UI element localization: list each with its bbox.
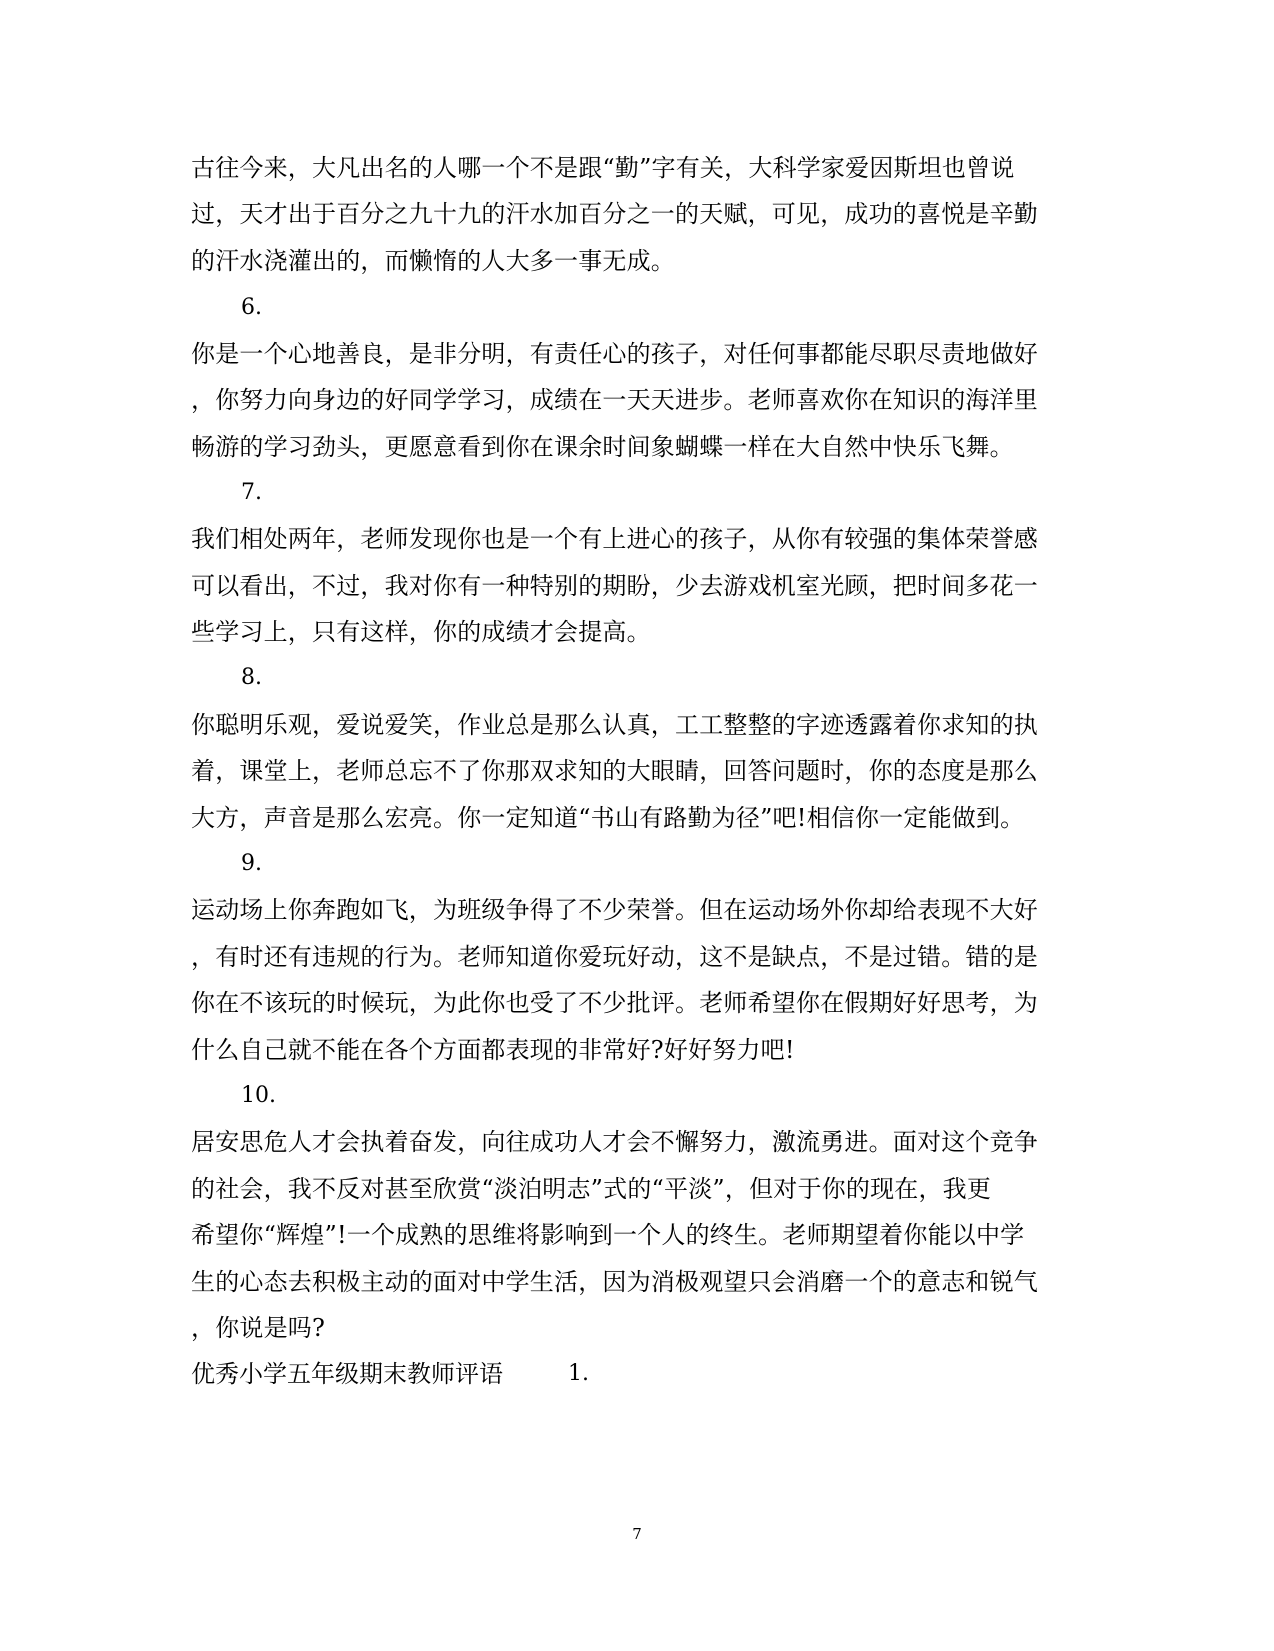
- paragraph-line: 什么自己就不能在各个方面都表现的非常好?好好努力吧!: [191, 1036, 795, 1064]
- paragraph-line: 大方，声音是那么宏亮。你一定知道“书山有路勤为径”吧!相信你一定能做到。: [191, 804, 1025, 832]
- paragraph-line: 我们相处两年，老师发现你也是一个有上进心的孩子，从你有较强的集体荣誉感: [191, 525, 1038, 553]
- paragraph-line: 的汗水浇灌出的，而懒惰的人大多一事无成。: [191, 247, 675, 275]
- paragraph-line: 生的心态去积极主动的面对中学生活，因为消极观望只会消磨一个的意志和锐气: [191, 1268, 1038, 1296]
- paragraph-line: ，你说是吗?: [191, 1314, 326, 1342]
- paragraph-line: 着，课堂上，老师总忘不了你那双求知的大眼睛，回答问题时，你的态度是那么: [191, 757, 1038, 785]
- paragraph-line: 些学习上，只有这样，你的成绩才会提高。: [191, 618, 651, 646]
- item-number: 10.: [241, 1083, 276, 1108]
- section-title: 优秀小学五年级期末教师评语: [191, 1360, 503, 1388]
- item-number: 9.: [241, 851, 262, 876]
- page-number: 7: [632, 1525, 642, 1543]
- paragraph-line: 希望你“辉煌”!一个成熟的思维将影响到一个人的终生。老师期望着你能以中学: [191, 1221, 1025, 1249]
- item-number: 1.: [568, 1361, 589, 1386]
- paragraph-line: 居安思危人才会执着奋发，向往成功人才会不懈努力，激流勇进。面对这个竞争: [191, 1128, 1038, 1156]
- item-number: 8.: [241, 665, 262, 690]
- paragraph-line: 过，天才出于百分之九十九的汗水加百分之一的天赋，可见，成功的喜悦是辛勤: [191, 200, 1038, 228]
- paragraph-line: 古往今来，大凡出名的人哪一个不是跟“勤”字有关，大科学家爱因斯坦也曾说: [191, 154, 1015, 182]
- item-number: 7.: [241, 480, 262, 505]
- paragraph-line: 你聪明乐观，爱说爱笑，作业总是那么认真，工工整整的字迹透露着你求知的执: [191, 711, 1038, 739]
- paragraph-line: 运动场上你奔跑如飞，为班级争得了不少荣誉。但在运动场外你却给表现不大好: [191, 896, 1038, 924]
- paragraph-line: 你是一个心地善良，是非分明，有责任心的孩子，对任何事都能尽职尽责地做好: [191, 340, 1038, 368]
- paragraph-line: 的社会，我不反对甚至欣赏“淡泊明志”式的“平淡”，但对于你的现在，我更: [191, 1175, 992, 1203]
- paragraph-line: 畅游的学习劲头，更愿意看到你在课余时间象蝴蝶一样在大自然中快乐飞舞。: [191, 433, 1014, 461]
- paragraph-line: 你在不该玩的时候玩，为此你也受了不少批评。老师希望你在假期好好思考，为: [191, 989, 1038, 1017]
- paragraph-line: ，有时还有违规的行为。老师知道你爱玩好动，这不是缺点，不是过错。错的是: [191, 943, 1038, 971]
- paragraph-line: 可以看出，不过，我对你有一种特别的期盼，少去游戏机室光顾，把时间多花一: [191, 572, 1038, 600]
- item-number: 6.: [241, 295, 262, 320]
- paragraph-line: ，你努力向身边的好同学学习，成绩在一天天进步。老师喜欢你在知识的海洋里: [191, 386, 1038, 414]
